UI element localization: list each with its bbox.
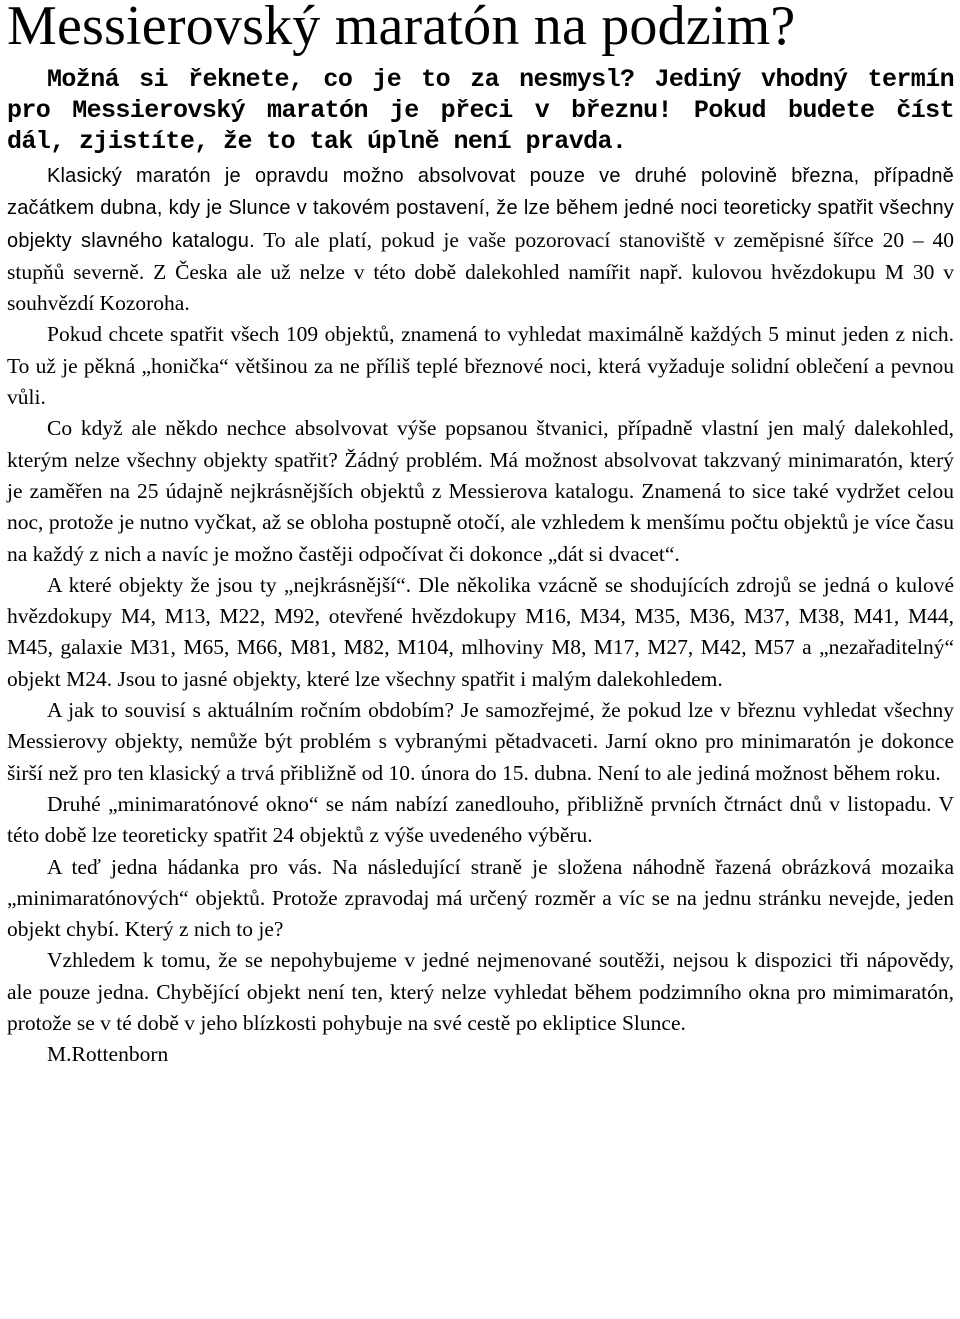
article-paragraph-1-serif-text: To ale platí, pokud je vaše pozorovací stanoviště v zeměpisné šířce 20 – 40 stupňů severně. Z Česka ale už nelze v této době dalekohled namířit např. kulovou hvězdokupu M 30 v souhvězdí Kozoroha. [7,227,954,316]
article-paragraph-2: Pokud chcete spatřit všech 109 objektů, znamená to vyhledat maximálně každých 5 minut jeden z nich. To už je pěkná „honička“ většinou za ne příliš teplé březnové noci, která vyžaduje solidní oblečení a pevnou vůli. [7,322,954,410]
article-body [7,160,954,1070]
article-signature: M.Rottenborn [47,1042,169,1067]
article-paragraph-7: A teď jedna hádanka pro vás. Na následující straně je složena náhodně řazená obrázková mozaika „minimaratónových“ objektů. Protože zpravodaj má určený rozměr a víc se na jednu stránku nevejde, jeden objekt chybí. Který z nich to je? [7,854,954,942]
article-title: Messierovský maratón na podzim? [7,0,796,57]
article-paragraph-6: Druhé „minimaratónové okno“ se nám nabízí zanedlouho, přibližně prvních čtrnáct dnů v listopadu. V této době lze teoreticky spatřit 24 objektů z výše uvedeného výběru. [7,791,954,848]
article-paragraph-4: A které objekty že jsou ty „nejkrásnější“. Dle několika vzácně se shodujících zdrojů se jedná o kulové hvězdokupy M4, M13, M22, M92, otevřené hvězdokupy M16, M34, M35, M36, M37, M38, M41, M44, M45, galaxie M31, M65, M66, M81, M82, M104, mlhoviny M8, M17, M27, M42, M57 a „nezařaditelný“ objekt M24. Jsou to jasné objekty, které lze všechny spatřit i malým dalekohledem. [7,572,954,691]
article-paragraph-1 [7,160,954,319]
article-lead: Možná si řeknete, co je to za nesmysl? Jediný vhodný termín pro Messierovský maratón je přeci v březnu! Pokud budete číst dál, zjistíte, že to tak úplně není pravda. [7,65,954,156]
article-paragraph-5: A jak to souvisí s aktuálním ročním obdobím? Je samozřejmé, že pokud lze v březnu vyhledat všechny Messierovy objekty, nemůže být problém s vybranými pětadvaceti. Jarní okno pro minimaratón je dokonce širší než pro ten klasický a trvá přibližně od 10. února do 15. dubna. Není to ale jediná možnost během roku. [7,698,954,785]
article-paragraph-1-sans-text: Klasický maratón je opravdu možno absolvovat pouze ve druhé polovině března, případně začátkem dubna, kdy je Slunce v takovém postavení, že lze během jedné noci teoreticky spatřit všechny objekty slavného katalogu. [7,165,954,252]
article-paragraph-8: Vzhledem k tomu, že se nepohybujeme v jedné nejmenované soutěži, nejsou k dispozici tři nápovědy, ale pouze jedna. Chybějící objekt není ten, který nelze vyhledat během podzimního okna pro mimimaratón, protože se v té době v jeho blízkosti pohybuje na své cestě po ekliptice Slunce. [7,948,954,1036]
article-paragraph-3: Co když ale někdo nechce absolvovat výše popsanou štvanici, případně vlastní jen malý dalekohled, kterým nelze všechny objekty spatřit? Žádný problém. Má možnost absolvovat takzvaný minimaratón, který je zaměřen na 25 údajně nejkrásnějších objektů z Messierova katalogu. Znamená to sice také vydržet celou noc, protože je nutno vyčkat, až se obloha postupně otočí, ale vzhledem k menšímu počtu objektů je více času na každý z nich a navíc je možno častěji odpočívat či dokonce „dát si dvacet“. [7,416,954,566]
